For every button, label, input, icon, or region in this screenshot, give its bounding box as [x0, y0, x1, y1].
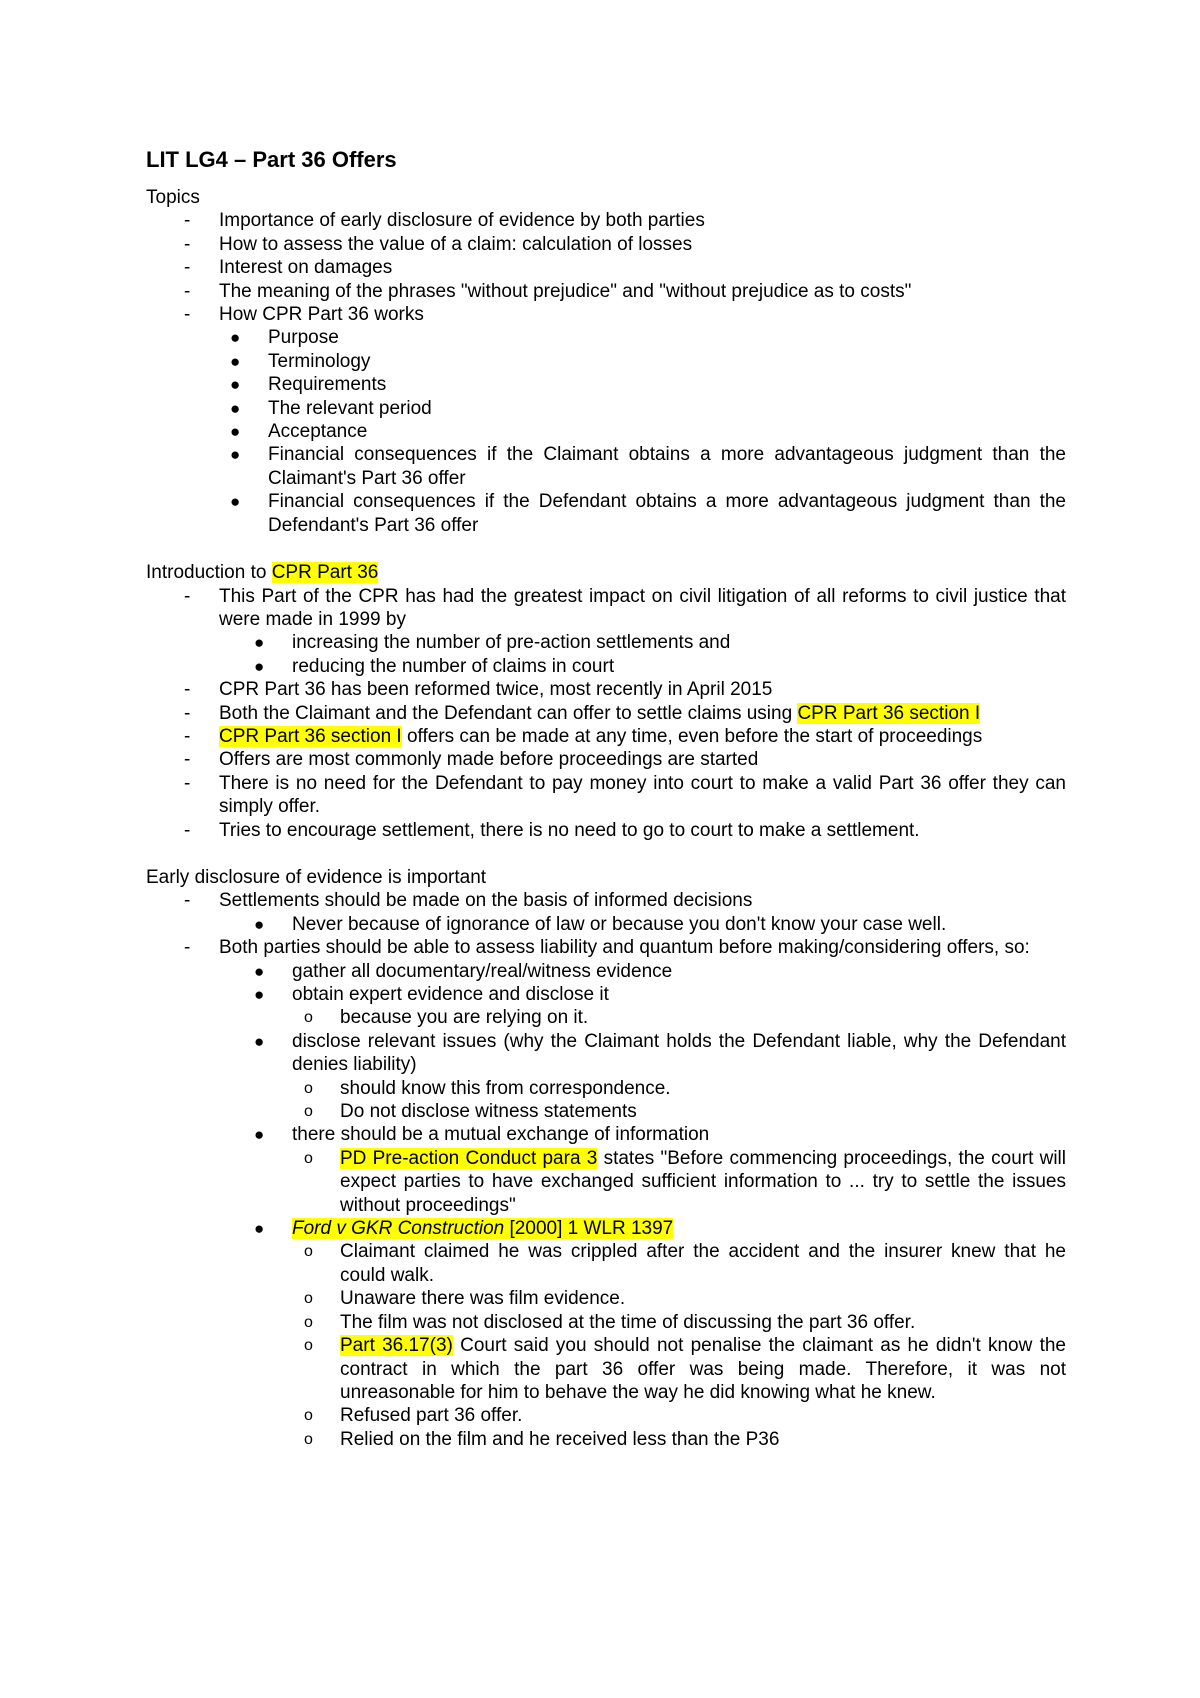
section-heading: Early disclosure of evidence is important — [146, 866, 487, 888]
list-item: - Both parties should be able to assess liability and quantum before making/considering offers, so: — [184, 937, 1030, 959]
dash-marker: - — [184, 772, 191, 794]
topics-section — [146, 186, 1066, 537]
list-item: - Both the Claimant and the Defendant can offer to settle claims using CPR Part 36 section I — [184, 702, 981, 724]
list-item: - There is no need for the Defendant to pay money into court to make a valid Part 36 offer they can simply offer. — [184, 772, 1066, 818]
list-item: - Offers are most commonly made before proceedings are started — [184, 749, 759, 771]
dash-marker: - — [184, 890, 191, 912]
list-subsubitem: o Claimant claimed he was crippled after the accident and the insurer knew that he could walk. — [304, 1241, 1066, 1286]
list-subsubitem: o Part 36.17(3) Court said you should not penalise the claimant as he didn't know the contract in which the part 36 offer was being made. Therefore, it was not unreasonable for him to behave the way he did knowing what he knew. — [304, 1335, 1066, 1403]
list-subitem: ● increasing the number of pre-action settlements and — [254, 632, 731, 654]
list-item: - Interest on damages — [184, 257, 393, 279]
list-item: - This Part of the CPR has had the greatest impact on civil litigation of all reforms to civil justice that were made in 1999 by — [184, 585, 1066, 630]
early-disclosure-section — [146, 866, 1066, 1451]
list-subitem: ● Financial consequences if the Claimant obtains a more advantageous judgment than the Claimant's Part 36 offer — [230, 444, 1066, 489]
highlight: CPR Part 36 section I — [219, 725, 402, 747]
circle-marker: o — [304, 1430, 313, 1448]
dash-marker: - — [184, 819, 191, 841]
bullet-marker: ● — [254, 914, 265, 934]
bullet-marker: ● — [230, 422, 241, 442]
bullet-marker: ● — [230, 445, 241, 465]
bullet-marker: ● — [254, 1125, 265, 1145]
list-subitem: ● Financial consequences if the Defendant obtains a more advantageous judgment than the Defendant's Part 36 offer — [230, 491, 1066, 536]
document-body — [146, 146, 1066, 1451]
bullet-marker: ● — [254, 1219, 265, 1239]
list-subsubitem: o Refused part 36 offer. — [304, 1405, 523, 1427]
list-item: - The meaning of the phrases "without prejudice" and "without prejudice as to costs" — [184, 280, 912, 302]
dash-marker: - — [184, 679, 191, 701]
dash-marker: - — [184, 210, 191, 232]
bullet-marker: ● — [230, 328, 241, 348]
circle-marker: o — [304, 1103, 313, 1121]
section-heading: Topics — [146, 187, 200, 208]
list-subitem: ● Requirements — [230, 374, 387, 396]
list-subsubitem: o Unaware there was film evidence. — [304, 1288, 626, 1310]
list-item: - CPR Part 36 has been reformed twice, most recently in April 2015 — [184, 679, 773, 701]
list-subsubitem: o The film was not disclosed at the time of discussing the part 36 offer. — [304, 1311, 916, 1333]
list-subitem: ● The relevant period — [230, 397, 432, 419]
list-subsubitem: o Do not disclose witness statements — [304, 1101, 637, 1123]
case-name: Ford v GKR Construction — [292, 1218, 505, 1240]
bullet-marker: ● — [230, 351, 241, 371]
dash-marker: - — [184, 304, 191, 326]
dash-marker: - — [184, 749, 191, 771]
dash-marker: - — [184, 937, 191, 959]
bullet-marker: ● — [254, 961, 265, 981]
list-subitem: ● there should be a mutual exchange of information — [254, 1124, 710, 1146]
highlight: Ford v GKR Construction [2000] 1 WLR 1397 — [292, 1218, 674, 1240]
circle-marker: o — [304, 1149, 313, 1167]
list-subsubitem: o Relied on the film and he received less than the P36 — [304, 1428, 780, 1450]
list-subitem: ● obtain expert evidence and disclose it — [254, 984, 609, 1005]
list-subsubitem: o should know this from correspondence. — [304, 1077, 671, 1099]
circle-marker: o — [304, 1290, 313, 1308]
highlight: PD Pre-action Conduct para 3 — [340, 1147, 598, 1169]
dash-marker: - — [184, 280, 191, 302]
list-subitem: ● Purpose — [230, 327, 339, 349]
bullet-marker: ● — [230, 492, 241, 512]
bullet-marker: ● — [254, 1031, 265, 1051]
highlight: Part 36.17(3) — [340, 1335, 453, 1357]
list-subitem: ● Terminology — [230, 350, 371, 372]
list-item: - CPR Part 36 section I offers can be made at any time, even before the start of proceedings — [184, 725, 983, 747]
circle-marker: o — [304, 1407, 313, 1425]
circle-marker: o — [304, 1079, 313, 1097]
dash-marker: - — [184, 702, 191, 724]
dash-marker: - — [184, 725, 191, 747]
intro-section — [146, 561, 1066, 842]
list-subitem: ● disclose relevant issues (why the Claimant holds the Defendant liable, why the Defendant denies liability) — [254, 1030, 1066, 1076]
highlight: CPR Part 36 — [271, 562, 379, 584]
circle-marker: o — [304, 1313, 313, 1331]
list-subitem — [146, 1217, 1066, 1240]
list-item: - How to assess the value of a claim: calculation of losses — [184, 233, 693, 255]
bullet-marker: ● — [254, 656, 265, 676]
dash-marker: - — [184, 585, 191, 607]
dash-marker: - — [184, 233, 191, 255]
highlight: CPR Part 36 section I — [797, 702, 981, 724]
list-subitem: ● Acceptance — [230, 421, 368, 443]
circle-marker: o — [304, 1009, 313, 1027]
list-item: - How CPR Part 36 works — [184, 304, 424, 326]
list-item: - Tries to encourage settlement, there is no need to go to court to make a settlement. — [184, 819, 920, 841]
list-subsubitem: o because you are relying on it. — [304, 1007, 589, 1029]
bullet-marker: ● — [254, 633, 265, 653]
list-item: - Importance of early disclosure of evidence by both parties — [184, 210, 705, 232]
list-item: - Settlements should be made on the basis of informed decisions — [184, 890, 753, 912]
bullet-marker: ● — [254, 985, 265, 1004]
bullet-marker: ● — [230, 398, 241, 418]
list-subitem: ● gather all documentary/real/witness evidence — [254, 960, 673, 982]
list-subsubitem: o PD Pre-action Conduct para 3 states "Before commencing proceedings, the court will expect parties to have exchanged sufficient information to ... try to settle the issues without proceedings" — [304, 1147, 1066, 1216]
list-subitem: ● Never because of ignorance of law or because you don't know your case well. — [254, 913, 947, 935]
circle-marker: o — [304, 1243, 313, 1261]
page-title: LIT LG4 – Part 36 Offers — [146, 147, 397, 172]
section-heading: Introduction to CPR Part 36 — [146, 562, 379, 584]
bullet-marker: ● — [230, 375, 241, 395]
circle-marker: o — [304, 1337, 313, 1355]
list-subitem: ● reducing the number of claims in court — [254, 655, 615, 677]
dash-marker: - — [184, 257, 191, 279]
